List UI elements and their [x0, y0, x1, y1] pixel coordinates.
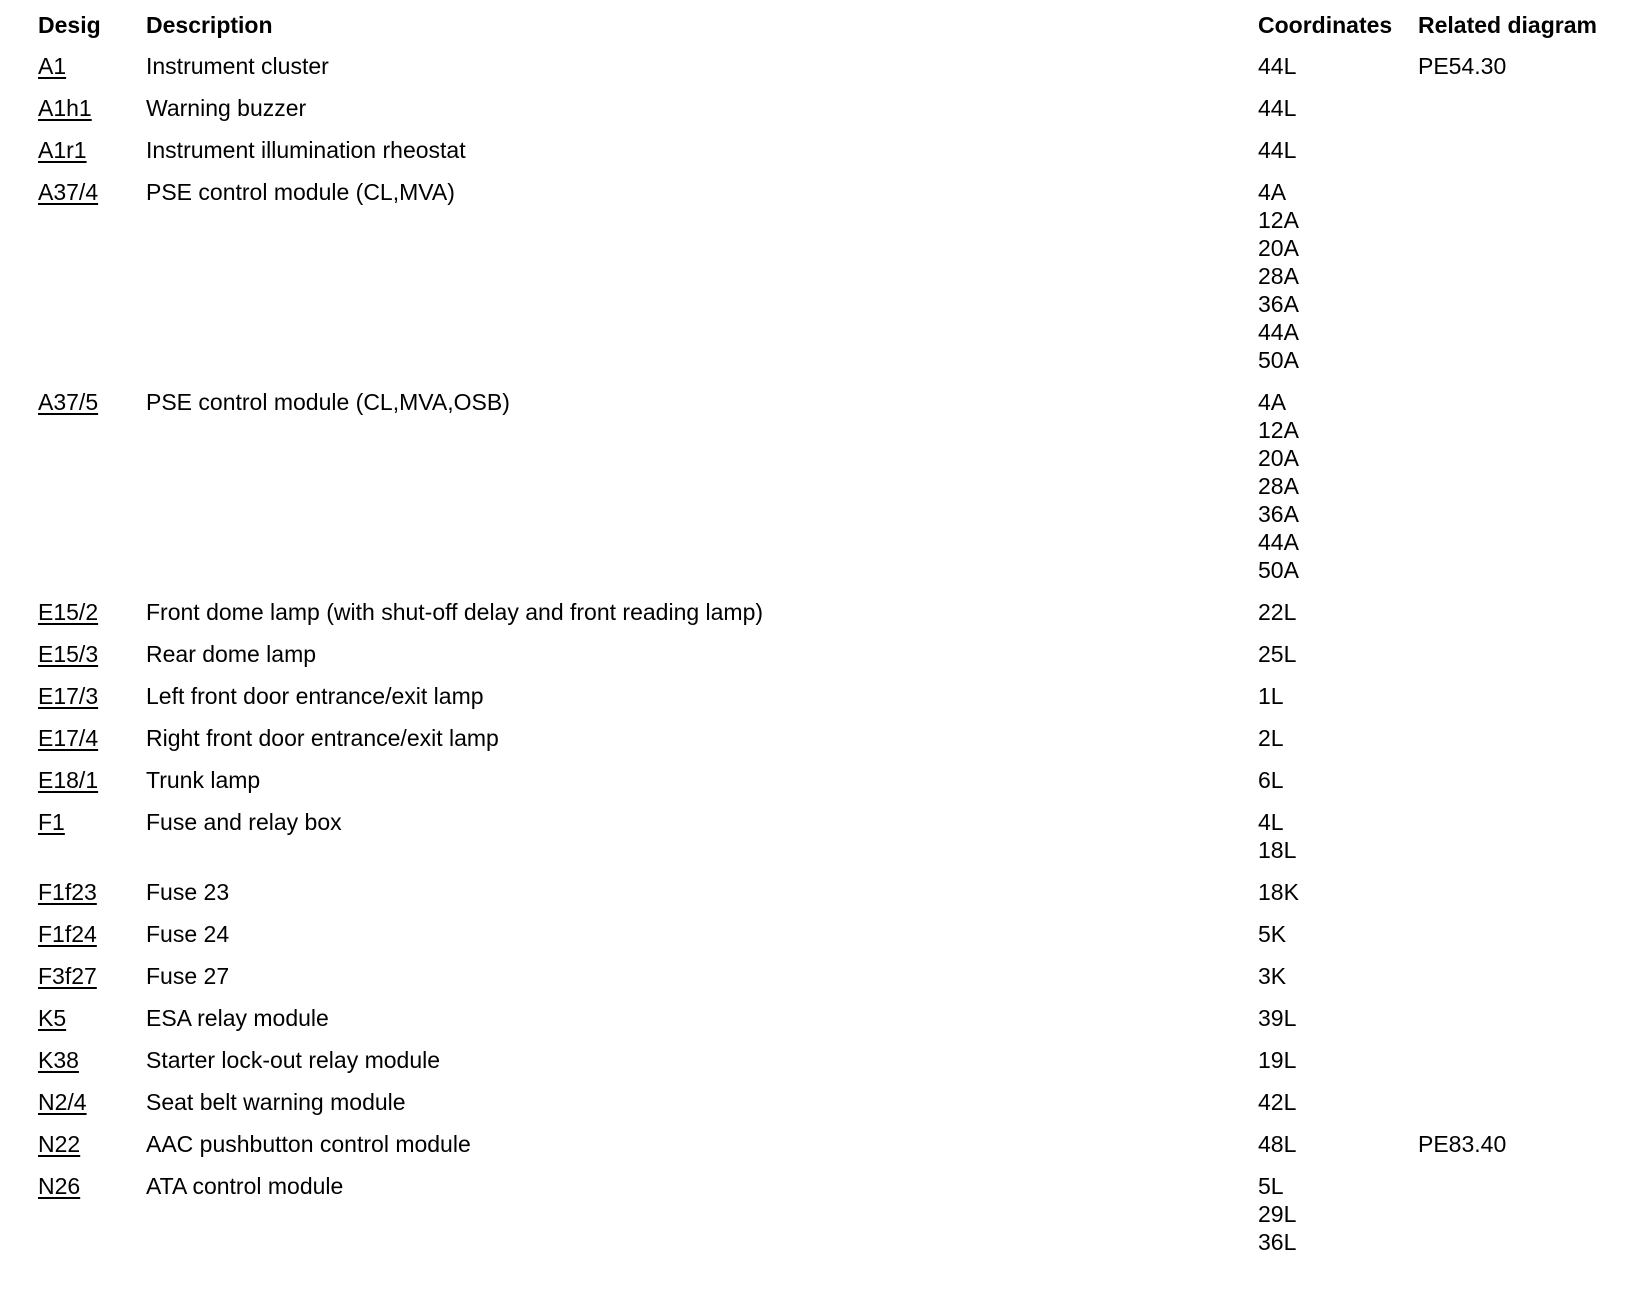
related-diagram-ref: PE54.30 — [1418, 53, 1507, 79]
designation-link[interactable]: E15/3 — [38, 641, 99, 667]
component-description: Rear dome lamp — [146, 641, 317, 667]
designation-link[interactable]: E18/1 — [38, 767, 99, 793]
coordinate-value: 5L — [1258, 1173, 1284, 1199]
component-description: Left front door entrance/exit lamp — [146, 683, 484, 709]
coordinates-cell — [1258, 1088, 1296, 1116]
designation-link[interactable]: K5 — [38, 1005, 67, 1031]
coordinates-cell — [1258, 598, 1296, 626]
related-diagram-ref: PE83.40 — [1418, 1131, 1507, 1157]
designation-link[interactable]: F1 — [38, 809, 65, 835]
designation-link[interactable]: A37/5 — [38, 389, 99, 415]
coordinate-value: 29L — [1258, 1201, 1297, 1227]
component-description: ATA control module — [146, 1173, 344, 1199]
designation-link[interactable]: K38 — [38, 1047, 79, 1073]
component-description: ESA relay module — [146, 1005, 329, 1031]
component-description: PSE control module (CL,MVA) — [146, 179, 455, 205]
coordinate-value: 36A — [1258, 291, 1299, 317]
designation-link[interactable]: E15/2 — [38, 599, 99, 625]
coordinate-value: 5K — [1258, 921, 1287, 947]
coordinates-cell — [1258, 1130, 1296, 1158]
coordinate-value: 28A — [1258, 263, 1299, 289]
coordinates-cell — [1258, 920, 1286, 948]
component-description: Right front door entrance/exit lamp — [146, 725, 499, 751]
coordinate-value: 22L — [1258, 599, 1297, 625]
component-description: AAC pushbutton control module — [146, 1131, 471, 1157]
component-description: Starter lock-out relay module — [146, 1047, 441, 1073]
designation-link[interactable]: F3f27 — [38, 963, 97, 989]
coordinates-cell — [1258, 136, 1296, 164]
coordinates-cell — [1258, 1172, 1296, 1256]
coordinate-value: 20A — [1258, 445, 1299, 471]
component-description: Trunk lamp — [146, 767, 261, 793]
coordinate-value: 3K — [1258, 963, 1287, 989]
coordinate-value: 44L — [1258, 137, 1297, 163]
coordinate-value: 19L — [1258, 1047, 1297, 1073]
coordinates-cell — [1258, 94, 1296, 122]
coordinates-cell — [1258, 808, 1296, 864]
coordinates-cell — [1258, 962, 1286, 990]
designation-link[interactable]: E17/4 — [38, 725, 99, 751]
component-description: Fuse and relay box — [146, 809, 342, 835]
component-description: Front dome lamp (with shut-off delay and front reading lamp) — [146, 599, 764, 625]
coordinate-value: 2L — [1258, 725, 1284, 751]
component-description: Instrument cluster — [146, 53, 329, 79]
designation-link[interactable]: E17/3 — [38, 683, 99, 709]
coordinate-value: 18L — [1258, 837, 1297, 863]
coordinate-value: 20A — [1258, 235, 1299, 261]
coordinate-value: 50A — [1258, 347, 1299, 373]
designation-link[interactable]: A1 — [38, 53, 67, 79]
coordinates-cell — [1258, 682, 1284, 710]
coordinate-value: 36L — [1258, 1229, 1297, 1255]
header-related-diagram: Related diagram — [1418, 12, 1597, 38]
coordinate-value: 44L — [1258, 53, 1297, 79]
coordinate-value: 44L — [1258, 95, 1297, 121]
coordinates-cell — [1258, 178, 1299, 374]
coordinates-cell — [1258, 52, 1296, 80]
coordinates-cell — [1258, 1004, 1296, 1032]
coordinate-value: 25L — [1258, 641, 1297, 667]
coordinate-value: 44A — [1258, 529, 1299, 555]
coordinate-value: 36A — [1258, 501, 1299, 527]
component-description: Instrument illumination rheostat — [146, 137, 466, 163]
component-description: Warning buzzer — [146, 95, 307, 121]
designation-link[interactable]: N26 — [38, 1173, 81, 1199]
coordinates-cell — [1258, 640, 1296, 668]
component-description: Fuse 27 — [146, 963, 230, 989]
coordinate-value: 48L — [1258, 1131, 1297, 1157]
header-coordinates: Coordinates — [1258, 12, 1393, 38]
coordinates-cell — [1258, 1046, 1296, 1074]
coordinate-value: 12A — [1258, 417, 1299, 443]
coordinates-cell — [1258, 388, 1299, 584]
coordinates-cell — [1258, 724, 1284, 752]
coordinate-value: 50A — [1258, 557, 1299, 583]
designation-link[interactable]: A37/4 — [38, 179, 99, 205]
coordinate-value: 28A — [1258, 473, 1299, 499]
coordinates-cell — [1258, 766, 1284, 794]
component-description: Fuse 24 — [146, 921, 230, 947]
header-description: Description — [146, 12, 273, 38]
coordinate-value: 42L — [1258, 1089, 1297, 1115]
coordinate-value: 1L — [1258, 683, 1284, 709]
coordinate-value: 18K — [1258, 879, 1299, 905]
designation-link[interactable]: F1f24 — [38, 921, 97, 947]
designation-link[interactable]: A1h1 — [38, 95, 92, 121]
coordinate-value: 12A — [1258, 207, 1299, 233]
coordinate-value: 4A — [1258, 179, 1287, 205]
coordinates-cell — [1258, 878, 1299, 906]
component-description: PSE control module (CL,MVA,OSB) — [146, 389, 510, 415]
designation-link[interactable]: N2/4 — [38, 1089, 87, 1115]
coordinate-value: 4A — [1258, 389, 1287, 415]
coordinate-value: 6L — [1258, 767, 1284, 793]
coordinate-value: 44A — [1258, 319, 1299, 345]
coordinate-value: 4L — [1258, 809, 1284, 835]
designation-link[interactable]: F1f23 — [38, 879, 97, 905]
header-desig: Desig — [38, 12, 101, 38]
designation-link[interactable]: N22 — [38, 1131, 81, 1157]
component-description: Seat belt warning module — [146, 1089, 406, 1115]
designation-link[interactable]: A1r1 — [38, 137, 87, 163]
component-description: Fuse 23 — [146, 879, 230, 905]
coordinate-value: 39L — [1258, 1005, 1297, 1031]
